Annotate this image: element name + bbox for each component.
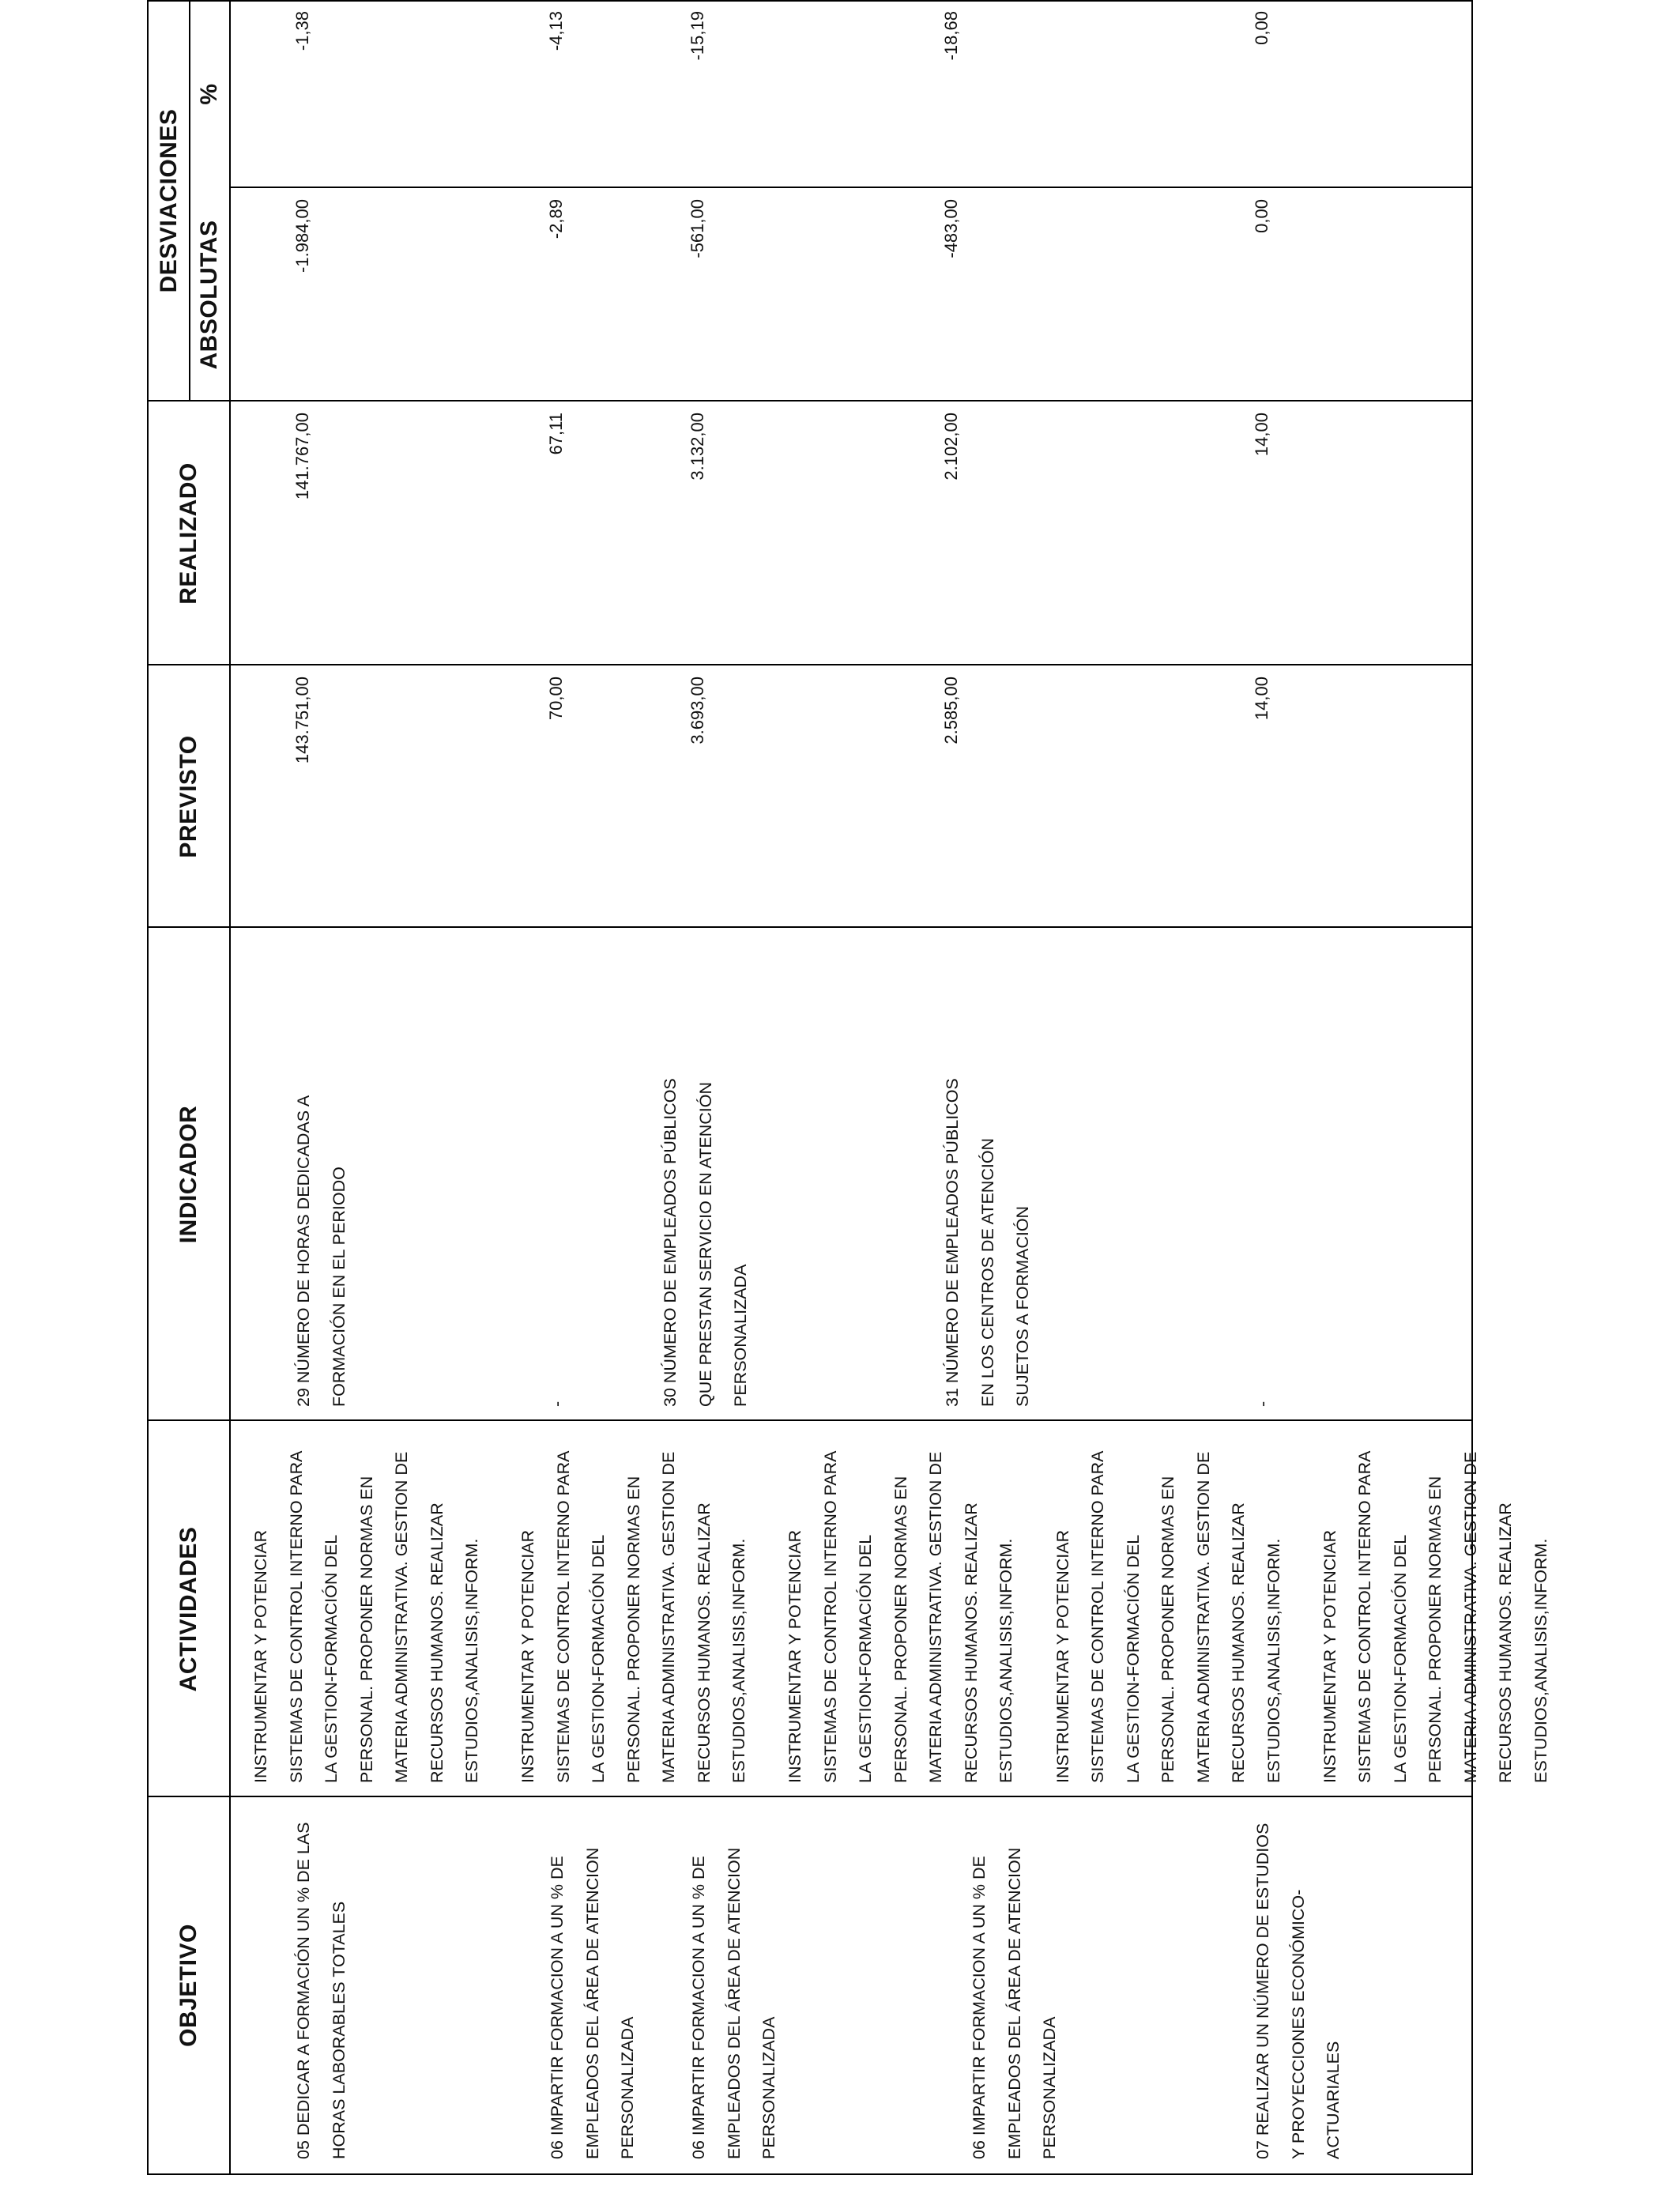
text-line: SISTEMAS DE CONTROL INTERNO PARA bbox=[553, 1450, 573, 1783]
text-line: PERSONALIZADA bbox=[731, 1264, 750, 1407]
cell-porcentaje: -15,19 bbox=[687, 11, 707, 61]
cell-previsto: 14,00 bbox=[1252, 677, 1271, 721]
text-line: 05 DEDICAR A FORMACIÓN UN % DE LAS bbox=[294, 1822, 313, 2159]
header-previsto: PREVISTO bbox=[175, 735, 202, 858]
cell-actividades bbox=[243, 1451, 490, 1784]
text-line: MATERIA ADMINISTRATIVA. GESTION DE bbox=[392, 1451, 411, 1783]
cell-absolutas: -1.984,00 bbox=[292, 199, 312, 273]
text-line: MATERIA ADMINISTRATIVA. GESTION DE bbox=[659, 1451, 679, 1783]
text-line: EMPLEADOS DEL ÁREA DE ATENCION bbox=[582, 1847, 602, 2159]
text-line: SISTEMAS DE CONTROL INTERNO PARA bbox=[286, 1450, 306, 1783]
text-line: ESTUDIOS,ANALISIS,INFORM. bbox=[996, 1538, 1016, 1783]
text-line: RECURSOS HUMANOS. REALIZAR bbox=[694, 1502, 714, 1783]
cell-absolutas: -483,00 bbox=[941, 199, 961, 258]
cell-previsto: 3.693,00 bbox=[687, 677, 707, 745]
text-line: EN LOS CENTROS DE ATENCIÓN bbox=[977, 1137, 997, 1407]
cell-realizado: 67,11 bbox=[546, 413, 566, 455]
cell-porcentaje: -18,68 bbox=[941, 11, 961, 61]
text-line: PERSONAL. PROPONER NORMAS EN bbox=[891, 1476, 910, 1783]
text-line: LA GESTION-FORMACIÓN DEL bbox=[322, 1534, 341, 1783]
text-line: PERSONAL. PROPONER NORMAS EN bbox=[356, 1476, 376, 1783]
col-separator bbox=[149, 664, 1471, 665]
text-line: RECURSOS HUMANOS. REALIZAR bbox=[1229, 1502, 1249, 1783]
text-line: SISTEMAS DE CONTROL INTERNO PARA bbox=[1355, 1450, 1375, 1783]
cell-previsto: 70,00 bbox=[546, 677, 566, 721]
text-line: Y PROYECCIONES ECONÓMICO- bbox=[1288, 1889, 1308, 2159]
cell-actividades bbox=[1045, 1451, 1292, 1784]
text-line: SUJETOS A FORMACIÓN bbox=[1013, 1205, 1032, 1407]
text-line: SISTEMAS DE CONTROL INTERNO PARA bbox=[1088, 1450, 1108, 1783]
col-separator bbox=[149, 400, 1471, 401]
text-line: LA GESTION-FORMACIÓN DEL bbox=[1390, 1534, 1410, 1783]
cell-realizado: 2.102,00 bbox=[941, 413, 961, 481]
text-line: MATERIA ADMINISTRATIVA. GESTION DE bbox=[926, 1451, 946, 1783]
text-line: FORMACIÓN EN EL PERIODO bbox=[329, 1167, 348, 1407]
text-line: INSTRUMENTAR Y POTENCIAR bbox=[1053, 1529, 1072, 1783]
header-absolutas: ABSOLUTAS bbox=[195, 220, 222, 370]
text-line: 31 NÚMERO DE EMPLEADOS PÚBLICOS bbox=[943, 1078, 962, 1407]
cell-indicador bbox=[935, 1078, 1041, 1407]
text-line: 29 NÚMERO DE HORAS DEDICADAS A bbox=[294, 1095, 313, 1407]
text-line: - bbox=[548, 1400, 567, 1407]
header-indicador: INDICADOR bbox=[175, 1105, 202, 1244]
text-line: LA GESTION-FORMACIÓN DEL bbox=[589, 1534, 608, 1783]
text-line: LA GESTION-FORMACIÓN DEL bbox=[1123, 1534, 1143, 1783]
cell-objetivo bbox=[286, 1822, 356, 2159]
cell-previsto: 143.751,00 bbox=[292, 677, 312, 764]
text-line: INSTRUMENTAR Y POTENCIAR bbox=[785, 1529, 805, 1783]
text-line: PERSONAL. PROPONER NORMAS EN bbox=[1158, 1476, 1178, 1783]
text-line: RECURSOS HUMANOS. REALIZAR bbox=[427, 1502, 446, 1783]
cell-actividades bbox=[510, 1451, 757, 1784]
text-line: MATERIA ADMINISTRATIVA. GESTION DE bbox=[1193, 1451, 1213, 1783]
text-line: 06 IMPARTIR FORMACION A UN % DE bbox=[548, 1856, 567, 2159]
text-line: PERSONAL. PROPONER NORMAS EN bbox=[1426, 1476, 1445, 1783]
text-line: HORAS LABORABLES TOTALES bbox=[329, 1901, 348, 2159]
cell-actividades bbox=[778, 1451, 1024, 1784]
cell-absolutas: -561,00 bbox=[687, 199, 707, 258]
report-table bbox=[147, 0, 1550, 2175]
cell-indicador bbox=[653, 1078, 759, 1407]
cell-realizado: 3.132,00 bbox=[687, 413, 707, 481]
text-line: EMPLEADOS DEL ÁREA DE ATENCION bbox=[724, 1847, 744, 2159]
cell-porcentaje: 0,00 bbox=[1252, 11, 1271, 45]
text-line: PERSONALIZADA bbox=[618, 2016, 637, 2159]
cell-objetivo bbox=[540, 1848, 646, 2159]
text-line: - bbox=[1253, 1400, 1272, 1407]
header-divider bbox=[229, 2, 231, 2173]
cell-porcentaje: -4,13 bbox=[546, 11, 566, 51]
text-line: 07 REALIZAR UN NÚMERO DE ESTUDIOS bbox=[1253, 1823, 1272, 2159]
header-desviaciones: DESVIACIONES bbox=[155, 108, 182, 293]
col-separator bbox=[149, 1419, 1471, 1421]
text-line: 06 IMPARTIR FORMACION A UN % DE bbox=[970, 1856, 989, 2159]
cell-absolutas: 0,00 bbox=[1252, 199, 1271, 233]
text-line: PERSONALIZADA bbox=[759, 2016, 778, 2159]
text-line: 30 NÚMERO DE EMPLEADOS PÚBLICOS bbox=[661, 1078, 680, 1407]
cell-indicador bbox=[1245, 1401, 1281, 1407]
text-line: SISTEMAS DE CONTROL INTERNO PARA bbox=[820, 1450, 840, 1783]
cell-objetivo bbox=[962, 1848, 1068, 2159]
text-line: PERSONAL. PROPONER NORMAS EN bbox=[623, 1476, 643, 1783]
cell-realizado: 14,00 bbox=[1252, 413, 1271, 457]
col-separator bbox=[229, 187, 1471, 188]
text-line: RECURSOS HUMANOS. REALIZAR bbox=[1496, 1502, 1516, 1783]
cell-absolutas: -2,89 bbox=[546, 199, 566, 239]
text-line: INSTRUMENTAR Y POTENCIAR bbox=[1320, 1529, 1339, 1783]
header-realizado: REALIZADO bbox=[175, 462, 202, 605]
header-porcentaje: % bbox=[195, 83, 222, 105]
text-line: EMPLEADOS DEL ÁREA DE ATENCION bbox=[1004, 1847, 1024, 2159]
text-line: ESTUDIOS,ANALISIS,INFORM. bbox=[729, 1538, 749, 1783]
cell-actividades bbox=[1313, 1451, 1559, 1784]
col-separator bbox=[149, 1796, 1471, 1797]
cell-objetivo bbox=[681, 1848, 787, 2159]
text-line: QUE PRESTAN SERVICIO EN ATENCIÓN bbox=[695, 1082, 715, 1407]
cell-porcentaje: -1,38 bbox=[292, 11, 312, 51]
text-line: ESTUDIOS,ANALISIS,INFORM. bbox=[1264, 1538, 1283, 1783]
text-line: PERSONALIZADA bbox=[1040, 2016, 1059, 2159]
col-separator bbox=[149, 926, 1471, 928]
text-line: INSTRUMENTAR Y POTENCIAR bbox=[518, 1529, 538, 1783]
text-line: ACTUARIALES bbox=[1324, 2041, 1343, 2159]
text-line: INSTRUMENTAR Y POTENCIAR bbox=[251, 1529, 270, 1783]
header-objetivo: OBJETIVO bbox=[175, 1924, 202, 2047]
text-line: ESTUDIOS,ANALISIS,INFORM. bbox=[462, 1538, 481, 1783]
text-line: ESTUDIOS,ANALISIS,INFORM. bbox=[1531, 1538, 1550, 1783]
text-line: 06 IMPARTIR FORMACION A UN % DE bbox=[689, 1856, 708, 2159]
cell-realizado: 141.767,00 bbox=[292, 413, 312, 500]
cell-indicador bbox=[286, 1095, 356, 1407]
cell-objetivo bbox=[1245, 1823, 1351, 2159]
header-actividades: ACTIVIDADES bbox=[175, 1526, 202, 1692]
text-line: RECURSOS HUMANOS. REALIZAR bbox=[961, 1502, 981, 1783]
text-line: LA GESTION-FORMACIÓN DEL bbox=[856, 1534, 876, 1783]
text-line: MATERIA ADMINISTRATIVA. GESTION DE bbox=[1460, 1451, 1480, 1783]
cell-indicador bbox=[540, 1401, 575, 1407]
cell-previsto: 2.585,00 bbox=[941, 677, 961, 745]
